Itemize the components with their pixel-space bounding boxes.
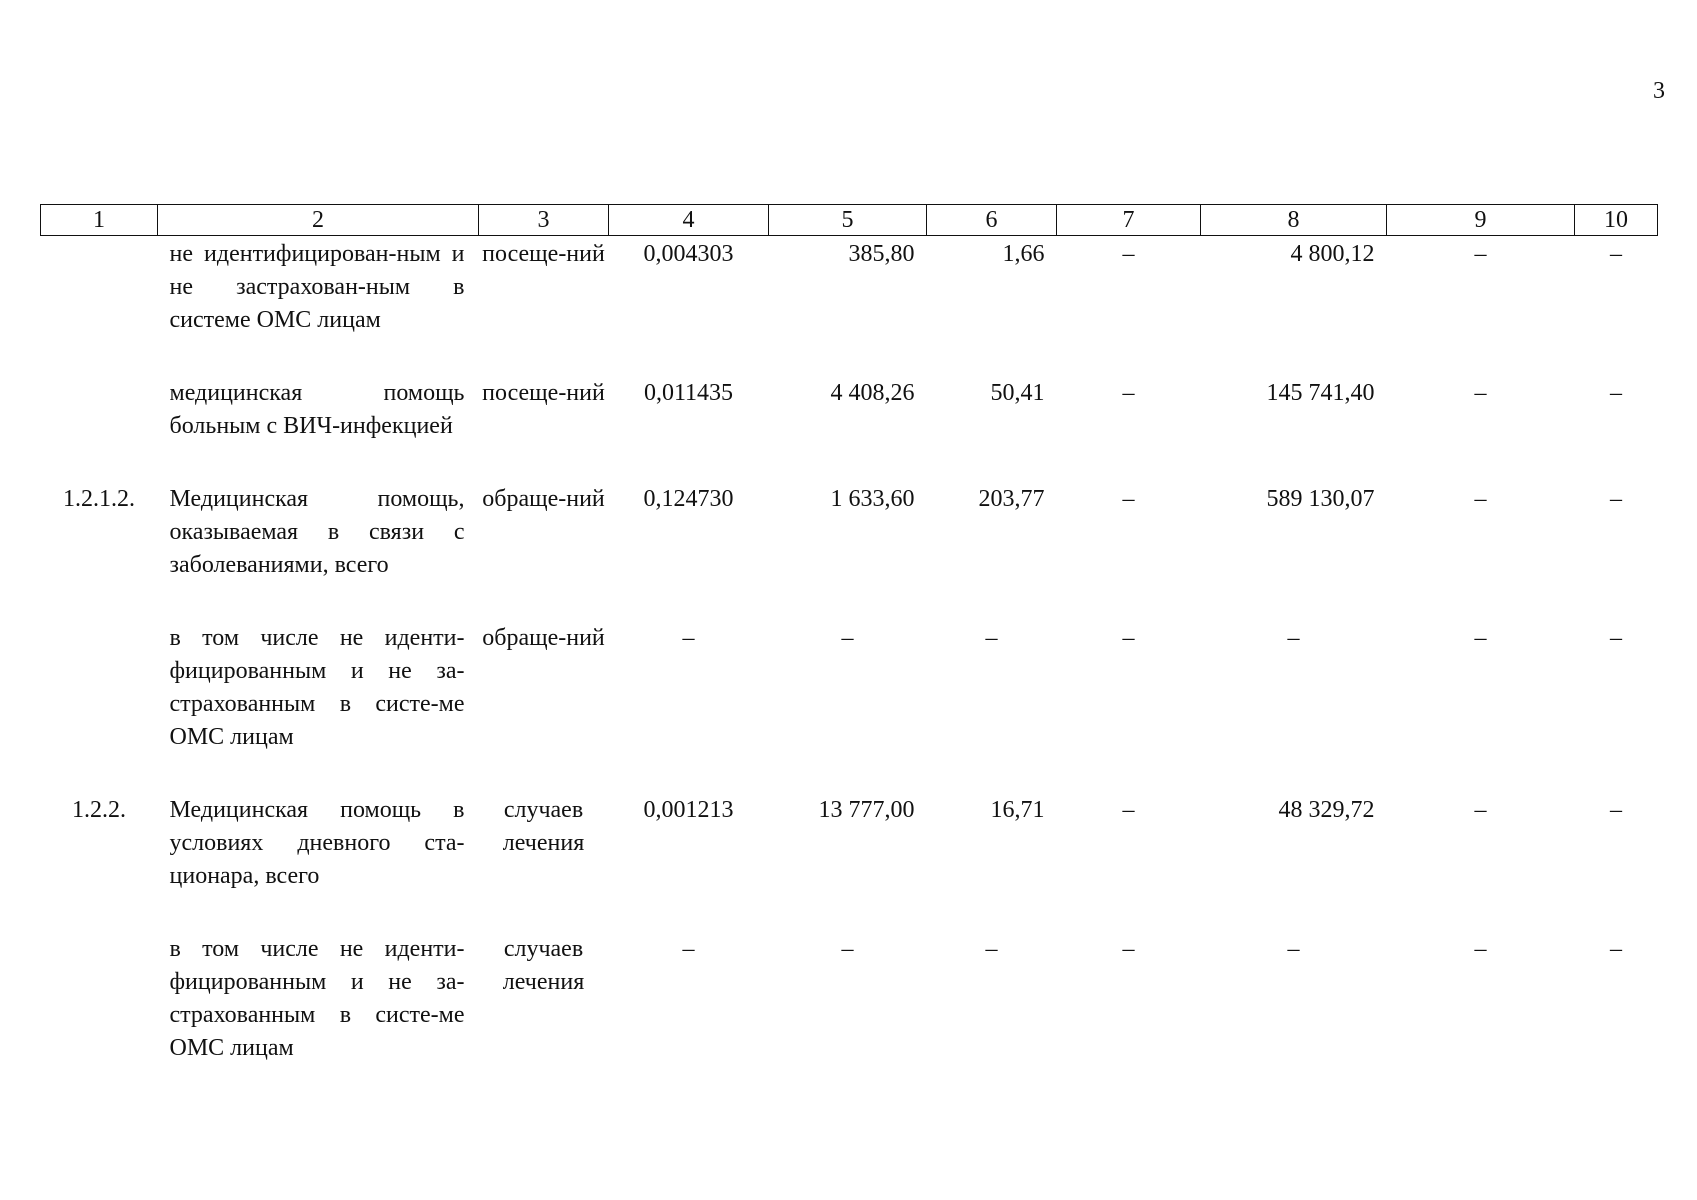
column-number: 2 <box>158 205 479 236</box>
row-code <box>41 377 158 483</box>
table-row <box>41 377 1658 483</box>
cell-col7: – <box>1122 380 1135 406</box>
cell-col10: – <box>1610 797 1622 823</box>
row-code <box>41 236 158 378</box>
cell-col7: – <box>1122 625 1135 651</box>
cell-col10: – <box>1610 625 1622 651</box>
cell-col10: – <box>1610 241 1622 267</box>
cell-col9: – <box>1474 625 1487 651</box>
cell-col4: – <box>682 625 695 651</box>
cell-col8: 145 741,40 <box>1266 380 1375 406</box>
table-row <box>41 933 1658 1105</box>
table-row <box>41 622 1658 794</box>
row-code <box>41 933 158 1105</box>
row-unit: случаев лечения <box>502 936 585 995</box>
cell-col9: – <box>1474 797 1487 823</box>
cell-col8: 589 130,07 <box>1266 486 1375 512</box>
cell-col5: 13 777,00 <box>818 797 915 823</box>
column-number: 8 <box>1201 205 1387 236</box>
cell-col9: – <box>1474 936 1487 962</box>
column-number: 1 <box>41 205 158 236</box>
cell-col4: 0,011435 <box>643 380 734 406</box>
cell-col5: 1 633,60 <box>830 486 915 512</box>
row-unit: обраще-ний <box>482 486 605 512</box>
row-unit: случаев лечения <box>502 797 585 856</box>
cell-col6: – <box>985 625 998 651</box>
table-row <box>41 483 1658 622</box>
cell-col8: 48 329,72 <box>1278 797 1375 823</box>
table-row <box>41 794 1658 933</box>
cell-col6: 16,71 <box>990 797 1045 823</box>
cell-col4: 0,124730 <box>643 486 734 512</box>
row-name: Медицинская помощь в условиях дневного ста-ционара, всего <box>169 797 465 889</box>
cell-col10: – <box>1610 486 1622 512</box>
row-unit: посеще-ний <box>482 241 605 267</box>
column-number: 10 <box>1575 205 1658 236</box>
column-number-row <box>41 205 1658 236</box>
column-number: 7 <box>1057 205 1201 236</box>
cell-col4: 0,001213 <box>643 797 734 823</box>
cell-col10: – <box>1610 380 1622 406</box>
cell-col9: – <box>1474 380 1487 406</box>
row-unit: посеще-ний <box>482 380 605 406</box>
row-code: 1.2.2. <box>72 797 126 823</box>
cell-col6: – <box>985 936 998 962</box>
cell-col10: – <box>1610 936 1622 962</box>
row-unit: обраще-ний <box>482 625 605 651</box>
row-name: Медицинская помощь, оказываемая в связи с заболеваниями, всего <box>169 486 465 578</box>
column-number: 5 <box>769 205 927 236</box>
cell-col6: 50,41 <box>990 380 1045 406</box>
page-number: 3 <box>1653 78 1665 104</box>
tariff-table <box>40 204 1658 1105</box>
row-code <box>41 622 158 794</box>
cell-col4: 0,004303 <box>643 241 734 267</box>
cell-col6: 203,77 <box>978 486 1045 512</box>
row-name: медицинская помощь больным с ВИЧ-инфекцией <box>169 380 465 439</box>
row-name: не идентифицирован-ным и не застрахован-ным в системе ОМС лицам <box>169 241 465 333</box>
cell-col8: – <box>1287 936 1300 962</box>
table-body <box>41 236 1658 1106</box>
row-code: 1.2.1.2. <box>63 486 135 512</box>
column-number: 9 <box>1387 205 1575 236</box>
cell-col7: – <box>1122 486 1135 512</box>
cell-col7: – <box>1122 241 1135 267</box>
column-number: 3 <box>479 205 609 236</box>
row-name: в том числе не иденти-фицированным и не за-страхованным в систе-ме ОМС лицам <box>169 625 465 750</box>
table-row <box>41 236 1658 378</box>
column-number: 4 <box>609 205 769 236</box>
cell-col5: 4 408,26 <box>830 380 915 406</box>
table-header <box>41 205 1658 236</box>
cell-col5: – <box>841 625 854 651</box>
cell-col9: – <box>1474 486 1487 512</box>
cell-col8: 4 800,12 <box>1290 241 1375 267</box>
cell-col9: – <box>1474 241 1487 267</box>
cell-col5: 385,80 <box>848 241 915 267</box>
cell-col6: 1,66 <box>1002 241 1045 267</box>
cell-col5: – <box>841 936 854 962</box>
cell-col8: – <box>1287 625 1300 651</box>
cell-col7: – <box>1122 936 1135 962</box>
cell-col4: – <box>682 936 695 962</box>
cell-col7: – <box>1122 797 1135 823</box>
column-number: 6 <box>927 205 1057 236</box>
row-name: в том числе не иденти-фицированным и не за-страхованным в систе-ме ОМС лицам <box>169 936 465 1061</box>
